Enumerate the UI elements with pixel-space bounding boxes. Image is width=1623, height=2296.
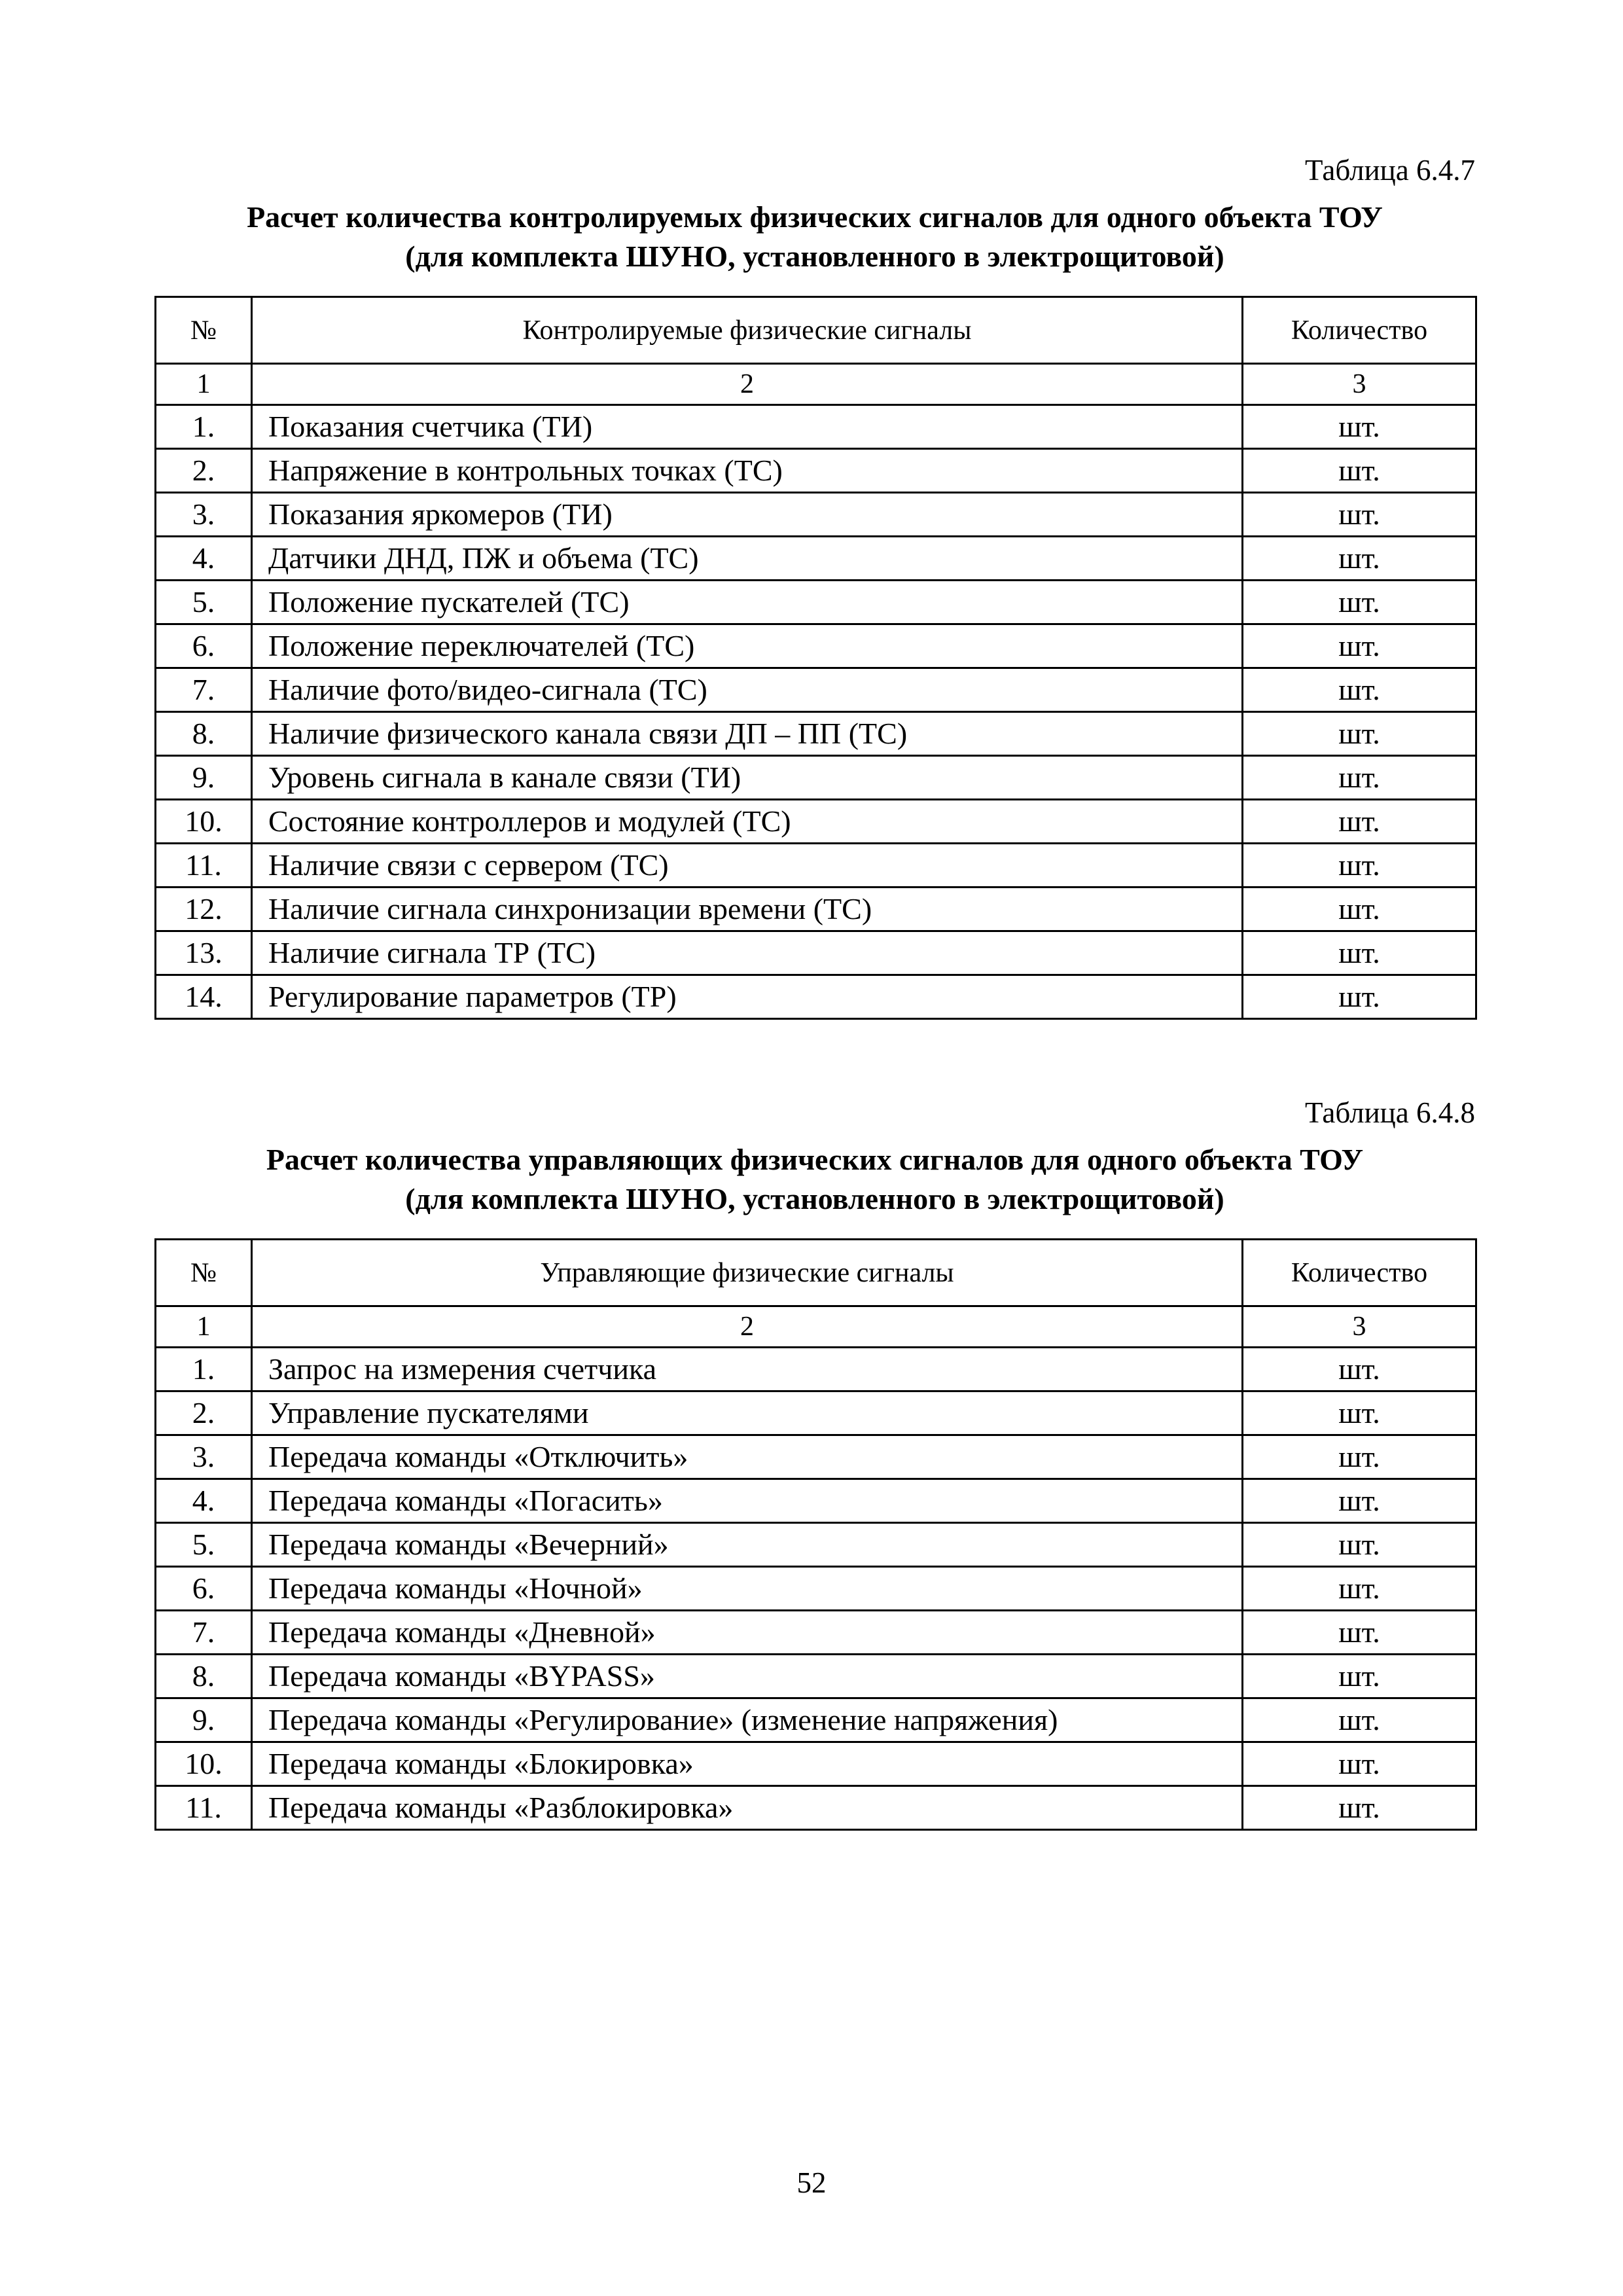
- row-number: 1.: [156, 405, 252, 449]
- table-row: [156, 493, 1476, 537]
- signal-name: Показания яркомеров (ТИ): [252, 493, 1243, 537]
- table-row: [156, 449, 1476, 493]
- table-title: [154, 198, 1475, 276]
- table-row: [156, 1523, 1476, 1567]
- row-number: 10.: [156, 800, 252, 844]
- row-number: 3.: [156, 493, 252, 537]
- quantity-unit: шт.: [1243, 405, 1476, 449]
- row-number: 8.: [156, 1655, 252, 1698]
- signal-name: Положение переключателей (ТС): [252, 624, 1243, 668]
- quantity-unit: шт.: [1243, 844, 1476, 888]
- row-number: 8.: [156, 712, 252, 756]
- signal-name: Запрос на измерения счетчика: [252, 1348, 1243, 1391]
- header-signals: Управляющие физические сигналы: [252, 1240, 1243, 1306]
- signal-name: Датчики ДНД, ПЖ и объема (ТС): [252, 537, 1243, 581]
- signal-name: Передача команды «Ночной»: [252, 1567, 1243, 1611]
- quantity-unit: шт.: [1243, 1698, 1476, 1742]
- row-number: 6.: [156, 624, 252, 668]
- header-quantity: Количество: [1243, 297, 1476, 364]
- row-number: 2.: [156, 1391, 252, 1435]
- table-row: [156, 1742, 1476, 1786]
- signal-name: Передача команды «BYPASS»: [252, 1655, 1243, 1698]
- quantity-unit: шт.: [1243, 668, 1476, 712]
- signal-name: Положение пускателей (ТС): [252, 581, 1243, 624]
- row-number: 9.: [156, 1698, 252, 1742]
- row-number: 11.: [156, 1786, 252, 1830]
- table-row: [156, 756, 1476, 800]
- signal-name: Передача команды «Вечерний»: [252, 1523, 1243, 1567]
- table-number: Таблица 6.4.8: [1305, 1096, 1475, 1129]
- table-row: [156, 537, 1476, 581]
- table-row: [156, 1435, 1476, 1479]
- signal-name: Наличие сигнала синхронизации времени (ТС): [252, 888, 1243, 931]
- signal-name: Наличие фото/видео-сигнала (ТС): [252, 668, 1243, 712]
- table-block-6-4-7: [154, 151, 1475, 1020]
- quantity-unit: шт.: [1243, 712, 1476, 756]
- table-row: [156, 1655, 1476, 1698]
- table-row: [156, 624, 1476, 668]
- row-number: 7.: [156, 1611, 252, 1655]
- quantity-unit: шт.: [1243, 1567, 1476, 1611]
- row-number: 11.: [156, 844, 252, 888]
- table-row: [156, 581, 1476, 624]
- column-index: 3: [1243, 364, 1476, 405]
- header-number: №: [156, 1240, 252, 1306]
- quantity-unit: шт.: [1243, 1786, 1476, 1830]
- table-title-line-1: Расчет количества контролируемых физических сигналов для одного объекта ТОУ: [247, 200, 1383, 234]
- quantity-unit: шт.: [1243, 1479, 1476, 1523]
- quantity-unit: шт.: [1243, 1655, 1476, 1698]
- table-row: [156, 1611, 1476, 1655]
- quantity-unit: шт.: [1243, 624, 1476, 668]
- signal-name: Передача команды «Отключить»: [252, 1435, 1243, 1479]
- table-row: [156, 931, 1476, 975]
- signal-name: Передача команды «Разблокировка»: [252, 1786, 1243, 1830]
- table-row: [156, 712, 1476, 756]
- quantity-unit: шт.: [1243, 1391, 1476, 1435]
- table-row: [156, 888, 1476, 931]
- row-number: 7.: [156, 668, 252, 712]
- row-number: 1.: [156, 1348, 252, 1391]
- table-body: [156, 1306, 1476, 1830]
- quantity-unit: шт.: [1243, 493, 1476, 537]
- table-title-line-2: (для комплекта ШУНО, установленного в электрощитовой): [405, 240, 1224, 273]
- row-number: 10.: [156, 1742, 252, 1786]
- quantity-unit: шт.: [1243, 1742, 1476, 1786]
- column-index: 3: [1243, 1306, 1476, 1348]
- table-header-row: [156, 1240, 1476, 1306]
- row-number: 4.: [156, 537, 252, 581]
- signal-name: Передача команды «Блокировка»: [252, 1742, 1243, 1786]
- table-row: [156, 1479, 1476, 1523]
- signals-table: [154, 296, 1477, 1020]
- table-row: [156, 1698, 1476, 1742]
- signal-name: Наличие сигнала ТР (ТС): [252, 931, 1243, 975]
- column-index: 2: [252, 364, 1243, 405]
- signal-name: Передача команды «Регулирование» (изменение напряжения): [252, 1698, 1243, 1742]
- signal-name: Уровень сигнала в канале связи (ТИ): [252, 756, 1243, 800]
- row-number: 5.: [156, 1523, 252, 1567]
- quantity-unit: шт.: [1243, 1523, 1476, 1567]
- row-number: 3.: [156, 1435, 252, 1479]
- table-number: Таблица 6.4.7: [1305, 154, 1475, 187]
- signal-name: Передача команды «Дневной»: [252, 1611, 1243, 1655]
- column-index: 1: [156, 364, 252, 405]
- quantity-unit: шт.: [1243, 1435, 1476, 1479]
- quantity-unit: шт.: [1243, 537, 1476, 581]
- table-body: [156, 364, 1476, 1019]
- table-row: [156, 405, 1476, 449]
- page-number: 52: [796, 2166, 827, 2199]
- signal-name: Наличие связи с сервером (ТС): [252, 844, 1243, 888]
- table-row: [156, 1567, 1476, 1611]
- header-number: №: [156, 297, 252, 364]
- column-index: 1: [156, 1306, 252, 1348]
- row-number: 12.: [156, 888, 252, 931]
- table-block-6-4-8: [154, 1093, 1475, 1831]
- quantity-unit: шт.: [1243, 800, 1476, 844]
- table-title: [154, 1140, 1475, 1219]
- column-index-row: [156, 1306, 1476, 1348]
- table-row: [156, 975, 1476, 1019]
- row-number: 9.: [156, 756, 252, 800]
- header-signals: Контролируемые физические сигналы: [252, 297, 1243, 364]
- header-quantity: Количество: [1243, 1240, 1476, 1306]
- table-row: [156, 668, 1476, 712]
- row-number: 5.: [156, 581, 252, 624]
- quantity-unit: шт.: [1243, 449, 1476, 493]
- quantity-unit: шт.: [1243, 1611, 1476, 1655]
- column-index: 2: [252, 1306, 1243, 1348]
- quantity-unit: шт.: [1243, 931, 1476, 975]
- row-number: 14.: [156, 975, 252, 1019]
- table-title-line-1: Расчет количества управляющих физических сигналов для одного объекта ТОУ: [266, 1143, 1364, 1176]
- table-row: [156, 1391, 1476, 1435]
- signal-name: Управление пускателями: [252, 1391, 1243, 1435]
- signal-name: Напряжение в контрольных точках (ТС): [252, 449, 1243, 493]
- table-title-line-2: (для комплекта ШУНО, установленного в электрощитовой): [405, 1182, 1224, 1215]
- signal-name: Передача команды «Погасить»: [252, 1479, 1243, 1523]
- quantity-unit: шт.: [1243, 1348, 1476, 1391]
- quantity-unit: шт.: [1243, 975, 1476, 1019]
- row-number: 6.: [156, 1567, 252, 1611]
- row-number: 4.: [156, 1479, 252, 1523]
- signal-name: Наличие физического канала связи ДП – ПП (ТС): [252, 712, 1243, 756]
- table-row: [156, 844, 1476, 888]
- signal-name: Регулирование параметров (ТР): [252, 975, 1243, 1019]
- table-row: [156, 800, 1476, 844]
- quantity-unit: шт.: [1243, 581, 1476, 624]
- signals-table: [154, 1238, 1477, 1831]
- table-row: [156, 1348, 1476, 1391]
- signal-name: Показания счетчика (ТИ): [252, 405, 1243, 449]
- quantity-unit: шт.: [1243, 888, 1476, 931]
- signal-name: Состояние контроллеров и модулей (ТС): [252, 800, 1243, 844]
- quantity-unit: шт.: [1243, 756, 1476, 800]
- table-header-row: [156, 297, 1476, 364]
- table-row: [156, 1786, 1476, 1830]
- row-number: 2.: [156, 449, 252, 493]
- row-number: 13.: [156, 931, 252, 975]
- column-index-row: [156, 364, 1476, 405]
